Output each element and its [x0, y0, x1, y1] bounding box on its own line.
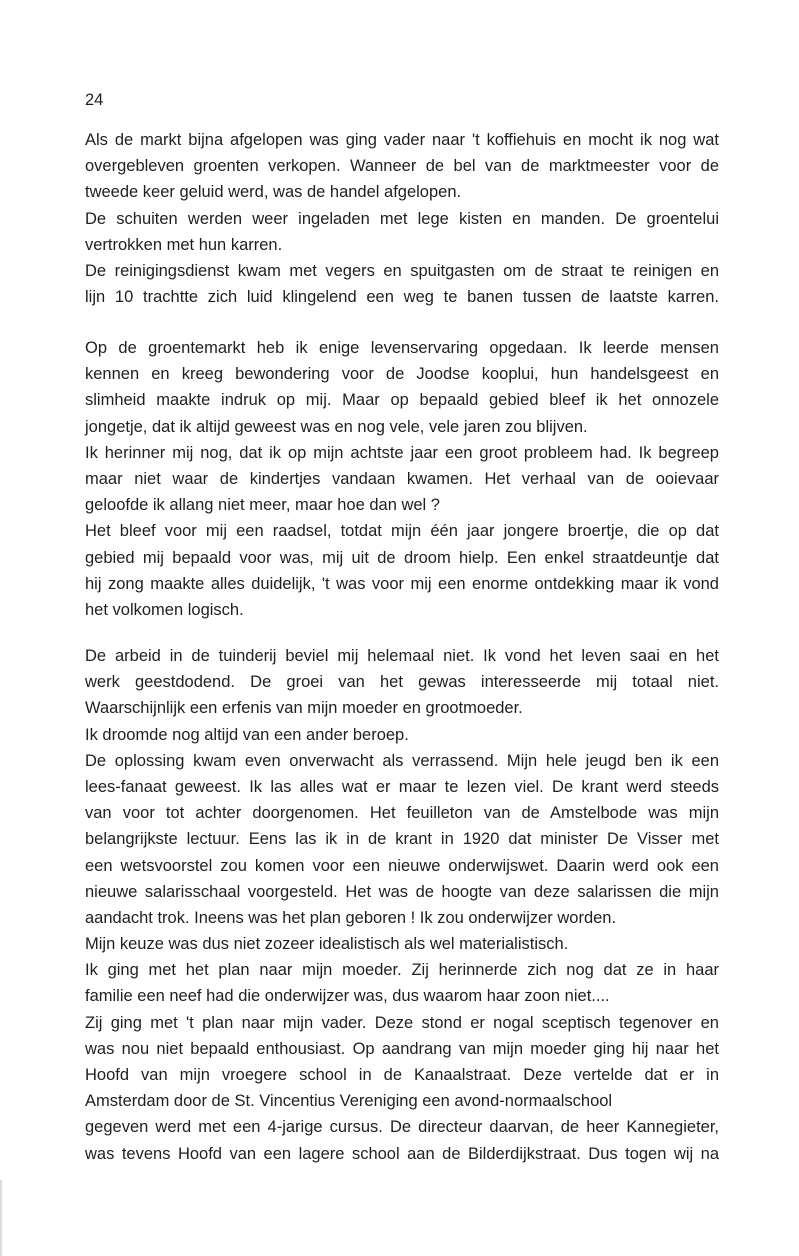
text-line: slimheid maakte indruk op mij. Maar op bepaald gebied bleef ik het onnozele — [85, 391, 719, 410]
text-line: Hoofd van mijn vroegere school in de Kanaalstraat. Deze vertelde dat er in — [85, 1066, 719, 1084]
text-line: Ik ging met het plan naar mijn moeder. Zij herinnerde zich nog dat ze in haar — [85, 961, 719, 980]
text-line: een wetsvoorstel zou komen voor een nieuwe onderwijswet. Daarin werd ook een — [85, 856, 719, 875]
text-line: De reinigingsdienst kwam met vegers en spuitgasten om de straat te reinigen en — [85, 261, 719, 280]
text-line: gegeven werd met een 4-jarige cursus. De directeur daarvan, de heer Kannegieter, — [85, 1118, 719, 1137]
text-line: jongetje, dat ik altijd geweest was en nog vele, vele jaren zou blijven. — [85, 417, 588, 436]
paragraph-3 — [85, 643, 719, 1167]
paragraph-1 — [85, 127, 719, 310]
page-number: 24 — [85, 91, 104, 109]
text-line: Als de markt bijna afgelopen was ging vader naar 't koffiehuis en mocht ik nog wat — [85, 131, 719, 149]
text-line: maar niet waar de kindertjes vandaan kwamen. Het verhaal van de ooievaar — [85, 469, 719, 488]
text-line: familie een neef had die onderwijzer was, dus waarom haar zoon niet.... — [85, 987, 610, 1006]
text-line: belangrijkste lectuur. Eens las ik in de krant in 1920 dat minister De Visser met — [85, 830, 719, 849]
text-line: Amsterdam door de St. Vincentius Vereniging een avond-normaalschool — [85, 1092, 613, 1111]
text-line: De oplossing kwam even onverwacht als verrassend. Mijn hele jeugd ben ik een — [85, 751, 719, 770]
text-line: nieuwe salarisschaal voorgesteld. Het was de hoogte van deze salarissen die mijn — [85, 882, 719, 901]
text-line: overgebleven groenten verkopen. Wanneer de bel van de marktmeester voor de — [85, 157, 719, 176]
text-line: het volkomen logisch. — [85, 600, 244, 619]
text-line: De schuiten werden weer ingeladen met lege kisten en manden. De groentelui — [85, 209, 719, 228]
text-line: Waarschijnlijk een erfenis van mijn moeder en grootmoeder. — [85, 699, 523, 718]
text-line: lijn 10 trachtte zich luid klingelend een weg te banen tussen de laatste karren. — [85, 288, 719, 307]
paragraph-2 — [85, 335, 719, 623]
text-line: Mijn keuze was dus niet zozeer idealistisch als wel materialistisch. — [85, 935, 569, 954]
text-line: kennen en kreeg bewondering voor de Joodse kooplui, hun handelsgeest en — [85, 365, 719, 384]
text-line: gebied mij bepaald voor was, mij uit de droom hielp. Een enkel straatdeuntje dat — [85, 548, 719, 567]
text-line: werk geestdodend. De groei van het gewas interesseerde mij totaal niet. — [85, 673, 719, 692]
text-line: vertrokken met hun karren. — [85, 235, 283, 254]
text-line: Zij ging met 't plan naar mijn vader. Deze stond er nogal sceptisch tegenover en — [85, 1013, 719, 1032]
text-line: Ik droomde nog altijd van een ander beroep. — [85, 725, 409, 744]
text-line: Ik herinner mij nog, dat ik op mijn achtste jaar een groot probleem had. Ik begreep — [85, 443, 719, 462]
text-line: was tevens Hoofd van een lagere school aan de Bilderdijkstraat. Dus togen wij na — [85, 1144, 719, 1163]
text-line: tweede keer geluid werd, was de handel afgelopen. — [85, 183, 462, 202]
text-line: Het bleef voor mij een raadsel, totdat mijn één jaar jongere broertje, die op dat — [85, 522, 719, 541]
text-line: De arbeid in de tuinderij beviel mij helemaal niet. Ik vond het leven saai en het — [85, 647, 719, 665]
text-line: Op de groentemarkt heb ik enige levenservaring opgedaan. Ik leerde mensen — [85, 339, 719, 357]
text-line: aandacht trok. Ineens was het plan geboren ! Ik zou onderwijzer worden. — [85, 908, 617, 927]
text-line: lees-fanaat geweest. Ik las alles wat er maar te lezen viel. De krant werd steeds — [85, 777, 719, 796]
text-line: was nou niet bepaald enthousiast. Op aandrang van mijn moeder ging hij naar het — [85, 1039, 719, 1058]
text-line: geloofde ik allang niet meer, maar hoe dan wel ? — [85, 496, 440, 515]
text-line: van voor tot achter doorgenomen. Het feuilleton van de Amstelbode was mijn — [85, 804, 719, 823]
text-line: hij zong maakte alles duidelijk, 't was voor mij een enorme ontdekking maar ik vond — [85, 574, 719, 593]
page-binding-edge — [0, 1180, 3, 1256]
